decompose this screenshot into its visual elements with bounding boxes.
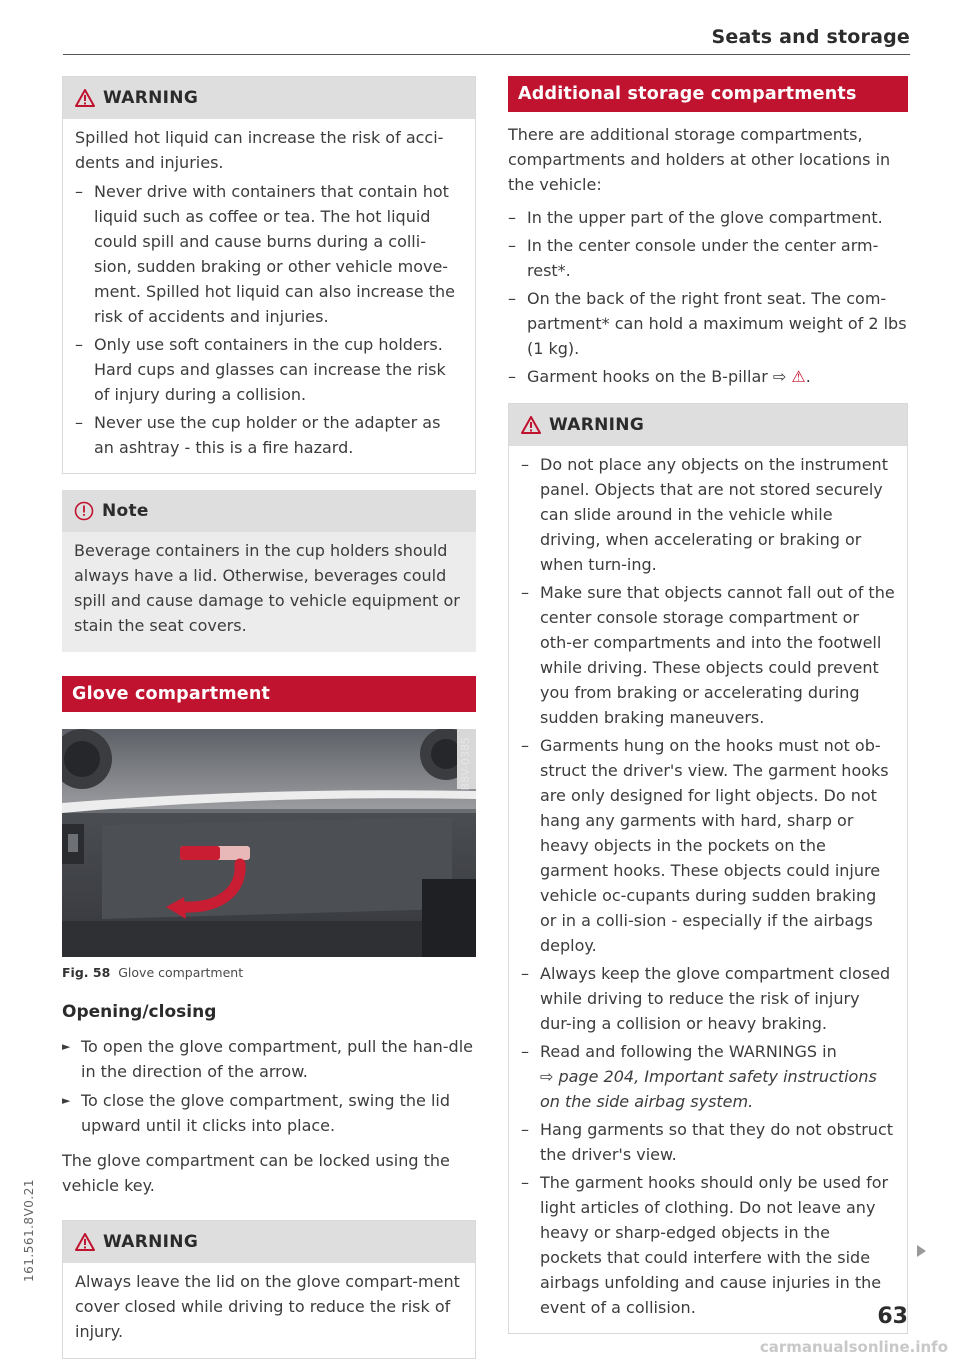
warning-title: WARNING — [103, 88, 199, 108]
list-item: – Make sure that objects cannot fall out of the center console storage compartment or oth-er compartments and into the footwell while driving. These objects could prevent you from braking or accelerating during sudden braking maneuvers. — [521, 580, 895, 730]
lock-text: The glove compartment can be locked using the vehicle key. — [62, 1151, 450, 1195]
list-item: – Always keep the glove compartment closed while driving to reduce the risk of injury dur-ing a collision or heavy braking. — [521, 961, 895, 1036]
warning-triangle-icon — [75, 89, 95, 107]
list-item: – Never drive with containers that contain hot liquid such as coffee or tea. The hot liquid could spill and cause burns during a colli-sion, sudden braking or other vehicle move-ment. Spilled hot liquid can also increase the risk of accidents and injuries. — [75, 179, 463, 329]
section-header: Seats and storage — [711, 26, 910, 48]
warning-triangle-icon — [75, 1233, 95, 1251]
warning-header — [63, 1221, 475, 1263]
warning-triangle-icon — [521, 416, 541, 434]
info-circle-icon — [74, 501, 94, 521]
steps-list — [62, 1034, 476, 1138]
figure-caption-text: Glove compartment — [118, 965, 244, 980]
figure-caption — [62, 965, 476, 980]
list-item: ► To close the glove compartment, swing the lid upward until it clicks into place. — [62, 1088, 476, 1138]
warning-ref-icon: ⚠ — [791, 367, 806, 386]
xref-arrow-icon: ⇨ — [772, 367, 787, 386]
list-item — [521, 1039, 895, 1114]
warning-text: Always leave the lid on the glove compart-ment cover closed while driving to reduce the risk of injury. — [75, 1272, 460, 1341]
list-item: ► To open the glove compartment, pull the han-dle in the direction of the arrow. — [62, 1034, 476, 1084]
list-item: – The garment hooks should only be used for light articles of clothing. Do not leave any heavy or sharp-edged objects in the pockets that could interfere with the side airbags unfolding and cause injuries in the event of a collision. — [521, 1170, 895, 1320]
list-item: – In the upper part of the glove compartment. — [508, 205, 908, 230]
watermark: carmanualsonline.info — [759, 1338, 948, 1356]
note-box — [62, 490, 476, 652]
storage-intro: There are additional storage compartments, compartments and holders at other locations in the vehicle: — [508, 125, 891, 194]
page-number: 63 — [877, 1304, 908, 1329]
warning-intro: Spilled hot liquid can increase the risk of acci-dents and injuries. — [75, 128, 444, 172]
warning-title: WARNING — [549, 415, 645, 435]
list-item: – Only use soft containers in the cup holders. Hard cups and glasses can increase the risk of injury during a collision. — [75, 332, 463, 407]
list-item: – Garment hooks on the B-pillar ⇨ ⚠. — [508, 364, 908, 389]
list-item: – Never use the cup holder or the adapter as an ashtray - this is a fire hazard. — [75, 410, 463, 460]
warning-box-storage — [508, 403, 908, 1334]
warning-header — [509, 404, 907, 446]
glove-compartment-heading: Glove compartment — [62, 676, 476, 712]
xref-arrow-icon: ⇨ — [540, 1067, 554, 1086]
storage-list — [508, 205, 908, 389]
glove-compartment-figure — [62, 729, 476, 957]
list-item: – In the center console under the center arm-rest*. — [508, 233, 908, 283]
note-header — [62, 490, 476, 532]
list-item-text: Read and following the WARNINGS in — [540, 1042, 837, 1061]
note-title: Note — [102, 501, 149, 521]
header-rule — [63, 54, 910, 55]
figure-code: B8V-0385 — [459, 737, 472, 791]
list-item-text: Garment hooks on the B-pillar — [527, 367, 768, 386]
page-reference-text: page 204, Important safety instructions on the side airbag system. — [540, 1067, 877, 1111]
warning-box-spilled-liquid — [62, 76, 476, 474]
list-item: – On the back of the right front seat. The com-partment* can hold a maximum weight of 2 lbs (1 kg). — [508, 286, 908, 361]
warning-title: WARNING — [103, 1232, 199, 1252]
warning-box-glove-lid — [62, 1220, 476, 1359]
list-item: – Garments hung on the hooks must not ob-struct the driver's view. The garment hooks are only designed for light objects. Do not hang any garments with hard, sharp or heavy objects in the pockets on the garment hooks. These objects could injure vehicle oc-cupants during sudden braking or in a colli-sion - especially if the airbags deploy. — [521, 733, 895, 958]
page-reference-link[interactable] — [540, 1067, 877, 1111]
list-item: – Do not place any objects on the instrument panel. Objects that are not stored securely can slide around in the vehicle while driving, when accelerating or braking or when turn-ing. — [521, 452, 895, 577]
note-text: Beverage containers in the cup holders should always have a lid. Otherwise, beverages could spill and cause damage to vehicle equipment or stain the seat covers. — [74, 541, 460, 635]
left-column — [62, 76, 476, 1359]
continue-arrow-icon — [917, 1245, 926, 1257]
list-item: – Hang garments so that they do not obstruct the driver's view. — [521, 1117, 895, 1167]
additional-storage-heading: Additional storage compartments — [508, 76, 908, 112]
glove-compartment-illustration — [62, 729, 476, 957]
opening-closing-heading: Opening/closing — [62, 1002, 217, 1022]
document-code: 161.561.8V0.21 — [22, 1179, 36, 1282]
warning-list — [75, 179, 463, 460]
warning-list — [521, 452, 895, 1320]
figure-label: Fig. 58 — [62, 965, 111, 980]
right-column — [508, 76, 908, 1334]
warning-header — [63, 77, 475, 119]
